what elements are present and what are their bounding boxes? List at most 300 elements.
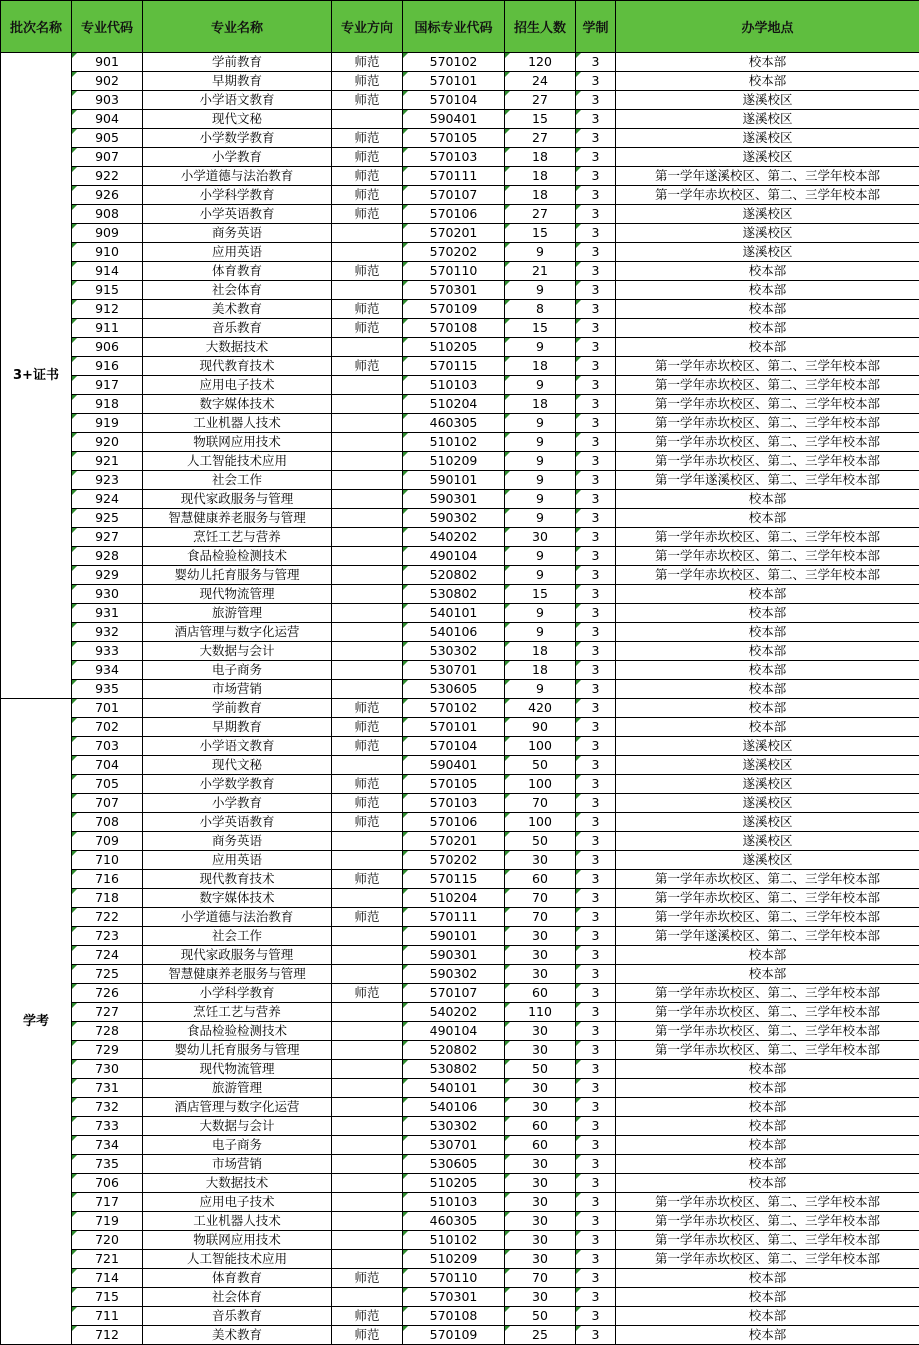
duration-cell: 3 <box>576 1098 616 1117</box>
enrollment-count-cell: 18 <box>505 661 576 680</box>
table-body <box>1 53 919 1345</box>
national-code-cell: 570202 <box>403 851 505 870</box>
enrollment-count-cell: 50 <box>505 832 576 851</box>
major-direction-cell <box>332 1155 403 1174</box>
enrollment-count-cell: 9 <box>505 338 576 357</box>
location-cell: 第一学年赤坎校区、第二、三学年校本部 <box>616 357 919 376</box>
national-code-cell: 540106 <box>403 1098 505 1117</box>
major-direction-cell <box>332 927 403 946</box>
national-code-cell: 530605 <box>403 1155 505 1174</box>
national-code-cell: 590101 <box>403 471 505 490</box>
duration-cell: 3 <box>576 680 616 699</box>
major-name-cell: 大数据与会计 <box>143 642 332 661</box>
table-row <box>1 604 919 623</box>
table-row <box>1 1326 919 1345</box>
major-direction-cell <box>332 1288 403 1307</box>
major-name-cell: 小学数学教育 <box>143 775 332 794</box>
major-direction-cell <box>332 509 403 528</box>
duration-cell: 3 <box>576 965 616 984</box>
table-row <box>1 1269 919 1288</box>
enrollment-count-cell: 50 <box>505 756 576 775</box>
enrollment-count-cell: 30 <box>505 851 576 870</box>
table-row <box>1 357 919 376</box>
major-code-cell: 712 <box>72 1326 143 1345</box>
major-code-cell: 914 <box>72 262 143 281</box>
major-direction-cell: 师范 <box>332 737 403 756</box>
major-direction-cell <box>332 376 403 395</box>
enrollment-count-cell: 30 <box>505 965 576 984</box>
duration-cell: 3 <box>576 167 616 186</box>
duration-cell: 3 <box>576 1117 616 1136</box>
duration-cell: 3 <box>576 832 616 851</box>
duration-cell: 3 <box>576 547 616 566</box>
location-cell: 第一学年赤坎校区、第二、三学年校本部 <box>616 528 919 547</box>
major-code-cell: 907 <box>72 148 143 167</box>
major-code-cell: 918 <box>72 395 143 414</box>
location-cell: 校本部 <box>616 1060 919 1079</box>
table-row <box>1 338 919 357</box>
major-direction-cell <box>332 490 403 509</box>
national-code-cell: 590301 <box>403 946 505 965</box>
major-code-cell: 921 <box>72 452 143 471</box>
header-national-code: 国标专业代码 <box>403 1 505 53</box>
national-code-cell: 540106 <box>403 623 505 642</box>
major-code-cell: 911 <box>72 319 143 338</box>
batch-name-cell: 学考 <box>1 699 72 1345</box>
location-cell: 校本部 <box>616 946 919 965</box>
table-row <box>1 1212 919 1231</box>
major-name-cell: 酒店管理与数字化运营 <box>143 1098 332 1117</box>
duration-cell: 3 <box>576 661 616 680</box>
major-code-cell: 716 <box>72 870 143 889</box>
enrollment-count-cell: 30 <box>505 1212 576 1231</box>
major-direction-cell: 师范 <box>332 319 403 338</box>
location-cell: 第一学年赤坎校区、第二、三学年校本部 <box>616 870 919 889</box>
location-cell: 校本部 <box>616 604 919 623</box>
duration-cell: 3 <box>576 604 616 623</box>
major-code-cell: 717 <box>72 1193 143 1212</box>
location-cell: 校本部 <box>616 1174 919 1193</box>
enrollment-count-cell: 18 <box>505 357 576 376</box>
enrollment-count-cell: 70 <box>505 908 576 927</box>
major-direction-cell <box>332 1041 403 1060</box>
major-code-cell: 923 <box>72 471 143 490</box>
national-code-cell: 570111 <box>403 167 505 186</box>
national-code-cell: 570101 <box>403 72 505 91</box>
major-direction-cell <box>332 585 403 604</box>
location-cell: 校本部 <box>616 338 919 357</box>
national-code-cell: 570109 <box>403 300 505 319</box>
table-row <box>1 1098 919 1117</box>
duration-cell: 3 <box>576 566 616 585</box>
duration-cell: 3 <box>576 186 616 205</box>
major-code-cell: 901 <box>72 53 143 72</box>
national-code-cell: 590401 <box>403 756 505 775</box>
major-name-cell: 商务英语 <box>143 832 332 851</box>
duration-cell: 3 <box>576 927 616 946</box>
table-row <box>1 870 919 889</box>
major-name-cell: 社会体育 <box>143 1288 332 1307</box>
duration-cell: 3 <box>576 357 616 376</box>
duration-cell: 3 <box>576 490 616 509</box>
major-name-cell: 社会工作 <box>143 471 332 490</box>
header-enrollment-count: 招生人数 <box>505 1 576 53</box>
enrollment-count-cell: 30 <box>505 946 576 965</box>
major-name-cell: 食品检验检测技术 <box>143 1022 332 1041</box>
major-name-cell: 工业机器人技术 <box>143 1212 332 1231</box>
duration-cell: 3 <box>576 1003 616 1022</box>
national-code-cell: 590302 <box>403 965 505 984</box>
enrollment-count-cell: 9 <box>505 547 576 566</box>
major-name-cell: 大数据技术 <box>143 338 332 357</box>
table-row <box>1 965 919 984</box>
location-cell: 第一学年赤坎校区、第二、三学年校本部 <box>616 452 919 471</box>
major-code-cell: 706 <box>72 1174 143 1193</box>
duration-cell: 3 <box>576 851 616 870</box>
major-name-cell: 电子商务 <box>143 1136 332 1155</box>
table-row <box>1 319 919 338</box>
header-batch-name: 批次名称 <box>1 1 72 53</box>
enrollment-count-cell: 27 <box>505 205 576 224</box>
national-code-cell: 590301 <box>403 490 505 509</box>
table-row <box>1 1155 919 1174</box>
duration-cell: 3 <box>576 110 616 129</box>
major-name-cell: 人工智能技术应用 <box>143 1250 332 1269</box>
duration-cell: 3 <box>576 946 616 965</box>
enrollment-count-cell: 50 <box>505 1060 576 1079</box>
major-code-cell: 933 <box>72 642 143 661</box>
national-code-cell: 570108 <box>403 1307 505 1326</box>
national-code-cell: 570106 <box>403 205 505 224</box>
major-name-cell: 现代文秘 <box>143 756 332 775</box>
table-row <box>1 452 919 471</box>
location-cell: 第一学年赤坎校区、第二、三学年校本部 <box>616 889 919 908</box>
national-code-cell: 570105 <box>403 129 505 148</box>
duration-cell: 3 <box>576 72 616 91</box>
location-cell: 校本部 <box>616 1307 919 1326</box>
national-code-cell: 570105 <box>403 775 505 794</box>
major-direction-cell: 师范 <box>332 205 403 224</box>
table-row <box>1 395 919 414</box>
location-cell: 校本部 <box>616 300 919 319</box>
location-cell: 校本部 <box>616 1269 919 1288</box>
table-row <box>1 300 919 319</box>
major-direction-cell: 师范 <box>332 357 403 376</box>
duration-cell: 3 <box>576 509 616 528</box>
table-row <box>1 376 919 395</box>
national-code-cell: 570102 <box>403 53 505 72</box>
location-cell: 遂溪校区 <box>616 737 919 756</box>
location-cell: 校本部 <box>616 53 919 72</box>
national-code-cell: 590302 <box>403 509 505 528</box>
national-code-cell: 570202 <box>403 243 505 262</box>
header-major-direction: 专业方向 <box>332 1 403 53</box>
major-name-cell: 美术教育 <box>143 300 332 319</box>
major-direction-cell <box>332 1060 403 1079</box>
major-code-cell: 912 <box>72 300 143 319</box>
major-code-cell: 709 <box>72 832 143 851</box>
major-direction-cell <box>332 414 403 433</box>
major-code-cell: 917 <box>72 376 143 395</box>
location-cell: 遂溪校区 <box>616 148 919 167</box>
major-name-cell: 数字媒体技术 <box>143 889 332 908</box>
table-row <box>1 1307 919 1326</box>
major-code-cell: 920 <box>72 433 143 452</box>
major-direction-cell: 师范 <box>332 167 403 186</box>
table-row <box>1 623 919 642</box>
enrollment-count-cell: 18 <box>505 395 576 414</box>
location-cell: 校本部 <box>616 490 919 509</box>
major-name-cell: 现代物流管理 <box>143 585 332 604</box>
national-code-cell: 570107 <box>403 984 505 1003</box>
major-name-cell: 酒店管理与数字化运营 <box>143 623 332 642</box>
major-name-cell: 烹饪工艺与营养 <box>143 528 332 547</box>
major-direction-cell <box>332 642 403 661</box>
major-direction-cell: 师范 <box>332 813 403 832</box>
enrollment-count-cell: 21 <box>505 262 576 281</box>
enrollment-count-cell: 9 <box>505 566 576 585</box>
table-row <box>1 832 919 851</box>
table-row <box>1 547 919 566</box>
national-code-cell: 570201 <box>403 832 505 851</box>
duration-cell: 3 <box>576 1231 616 1250</box>
enrollment-count-cell: 9 <box>505 471 576 490</box>
table-row <box>1 167 919 186</box>
major-name-cell: 小学英语教育 <box>143 205 332 224</box>
national-code-cell: 510103 <box>403 376 505 395</box>
major-name-cell: 音乐教育 <box>143 1307 332 1326</box>
enrollment-count-cell: 60 <box>505 1117 576 1136</box>
duration-cell: 3 <box>576 1269 616 1288</box>
major-direction-cell: 师范 <box>332 794 403 813</box>
enrollment-count-cell: 15 <box>505 585 576 604</box>
major-direction-cell: 师范 <box>332 1307 403 1326</box>
major-code-cell: 720 <box>72 1231 143 1250</box>
major-direction-cell <box>332 1003 403 1022</box>
location-cell: 校本部 <box>616 1098 919 1117</box>
national-code-cell: 570108 <box>403 319 505 338</box>
major-name-cell: 小学数学教育 <box>143 129 332 148</box>
enrollment-count-cell: 27 <box>505 91 576 110</box>
major-code-cell: 934 <box>72 661 143 680</box>
major-direction-cell <box>332 395 403 414</box>
major-direction-cell: 师范 <box>332 908 403 927</box>
enrollment-count-cell: 30 <box>505 927 576 946</box>
major-code-cell: 723 <box>72 927 143 946</box>
location-cell: 遂溪校区 <box>616 243 919 262</box>
enrollment-count-cell: 70 <box>505 889 576 908</box>
major-name-cell: 旅游管理 <box>143 1079 332 1098</box>
major-direction-cell: 师范 <box>332 1269 403 1288</box>
duration-cell: 3 <box>576 471 616 490</box>
duration-cell: 3 <box>576 1041 616 1060</box>
duration-cell: 3 <box>576 1307 616 1326</box>
major-direction-cell: 师范 <box>332 718 403 737</box>
location-cell: 第一学年赤坎校区、第二、三学年校本部 <box>616 1003 919 1022</box>
header-major-name: 专业名称 <box>143 1 332 53</box>
header-row <box>1 1 919 53</box>
location-cell: 校本部 <box>616 699 919 718</box>
major-code-cell: 715 <box>72 1288 143 1307</box>
national-code-cell: 530605 <box>403 680 505 699</box>
major-name-cell: 电子商务 <box>143 661 332 680</box>
duration-cell: 3 <box>576 699 616 718</box>
major-direction-cell <box>332 1022 403 1041</box>
national-code-cell: 510204 <box>403 889 505 908</box>
location-cell: 第一学年赤坎校区、第二、三学年校本部 <box>616 1041 919 1060</box>
major-code-cell: 703 <box>72 737 143 756</box>
major-name-cell: 物联网应用技术 <box>143 433 332 452</box>
major-direction-cell <box>332 680 403 699</box>
enrollment-count-cell: 9 <box>505 452 576 471</box>
major-name-cell: 小学语文教育 <box>143 91 332 110</box>
major-name-cell: 小学科学教育 <box>143 186 332 205</box>
enrollment-count-cell: 18 <box>505 167 576 186</box>
duration-cell: 3 <box>576 1250 616 1269</box>
major-code-cell: 915 <box>72 281 143 300</box>
national-code-cell: 510103 <box>403 1193 505 1212</box>
major-name-cell: 现代物流管理 <box>143 1060 332 1079</box>
major-name-cell: 工业机器人技术 <box>143 414 332 433</box>
major-direction-cell <box>332 1193 403 1212</box>
major-name-cell: 小学道德与法治教育 <box>143 908 332 927</box>
enrollment-count-cell: 100 <box>505 775 576 794</box>
enrollment-count-cell: 30 <box>505 1231 576 1250</box>
major-name-cell: 智慧健康养老服务与管理 <box>143 509 332 528</box>
location-cell: 第一学年遂溪校区、第二、三学年校本部 <box>616 167 919 186</box>
major-name-cell: 现代文秘 <box>143 110 332 129</box>
location-cell: 第一学年赤坎校区、第二、三学年校本部 <box>616 433 919 452</box>
duration-cell: 3 <box>576 281 616 300</box>
enrollment-count-cell: 18 <box>505 642 576 661</box>
location-cell: 校本部 <box>616 509 919 528</box>
major-name-cell: 小学英语教育 <box>143 813 332 832</box>
major-code-cell: 726 <box>72 984 143 1003</box>
enrollment-count-cell: 60 <box>505 870 576 889</box>
major-direction-cell <box>332 243 403 262</box>
enrollment-count-cell: 30 <box>505 1250 576 1269</box>
national-code-cell: 570103 <box>403 148 505 167</box>
duration-cell: 3 <box>576 224 616 243</box>
location-cell: 遂溪校区 <box>616 813 919 832</box>
major-direction-cell <box>332 965 403 984</box>
enrollment-count-cell: 9 <box>505 509 576 528</box>
national-code-cell: 490104 <box>403 547 505 566</box>
major-name-cell: 大数据与会计 <box>143 1117 332 1136</box>
table-row <box>1 72 919 91</box>
location-cell: 遂溪校区 <box>616 851 919 870</box>
table-row <box>1 794 919 813</box>
major-direction-cell <box>332 1136 403 1155</box>
table-row <box>1 1250 919 1269</box>
duration-cell: 3 <box>576 433 616 452</box>
major-code-cell: 922 <box>72 167 143 186</box>
national-code-cell: 490104 <box>403 1022 505 1041</box>
location-cell: 校本部 <box>616 1288 919 1307</box>
enrollment-count-cell: 9 <box>505 376 576 395</box>
national-code-cell: 570110 <box>403 1269 505 1288</box>
location-cell: 第一学年赤坎校区、第二、三学年校本部 <box>616 1212 919 1231</box>
location-cell: 校本部 <box>616 1117 919 1136</box>
location-cell: 校本部 <box>616 72 919 91</box>
major-code-cell: 909 <box>72 224 143 243</box>
duration-cell: 3 <box>576 452 616 471</box>
major-name-cell: 应用英语 <box>143 851 332 870</box>
location-cell: 遂溪校区 <box>616 775 919 794</box>
major-code-cell: 730 <box>72 1060 143 1079</box>
duration-cell: 3 <box>576 262 616 281</box>
major-code-cell: 735 <box>72 1155 143 1174</box>
duration-cell: 3 <box>576 376 616 395</box>
national-code-cell: 570301 <box>403 1288 505 1307</box>
major-name-cell: 学前教育 <box>143 699 332 718</box>
major-code-cell: 724 <box>72 946 143 965</box>
duration-cell: 3 <box>576 338 616 357</box>
major-code-cell: 729 <box>72 1041 143 1060</box>
major-name-cell: 美术教育 <box>143 1326 332 1345</box>
major-code-cell: 711 <box>72 1307 143 1326</box>
national-code-cell: 570115 <box>403 870 505 889</box>
location-cell: 校本部 <box>616 1136 919 1155</box>
location-cell: 校本部 <box>616 585 919 604</box>
national-code-cell: 570104 <box>403 91 505 110</box>
major-code-cell: 704 <box>72 756 143 775</box>
table-row <box>1 528 919 547</box>
national-code-cell: 510102 <box>403 1231 505 1250</box>
major-direction-cell <box>332 1174 403 1193</box>
national-code-cell: 510102 <box>403 433 505 452</box>
duration-cell: 3 <box>576 623 616 642</box>
duration-cell: 3 <box>576 585 616 604</box>
major-direction-cell: 师范 <box>332 1326 403 1345</box>
table-row <box>1 946 919 965</box>
major-name-cell: 小学科学教育 <box>143 984 332 1003</box>
location-cell: 第一学年赤坎校区、第二、三学年校本部 <box>616 566 919 585</box>
major-direction-cell <box>332 1250 403 1269</box>
national-code-cell: 570111 <box>403 908 505 927</box>
location-cell: 第一学年遂溪校区、第二、三学年校本部 <box>616 927 919 946</box>
major-direction-cell <box>332 1079 403 1098</box>
major-direction-cell <box>332 281 403 300</box>
table-row <box>1 1136 919 1155</box>
major-direction-cell <box>332 110 403 129</box>
major-code-cell: 926 <box>72 186 143 205</box>
national-code-cell: 570103 <box>403 794 505 813</box>
table-row <box>1 148 919 167</box>
major-code-cell: 906 <box>72 338 143 357</box>
duration-cell: 3 <box>576 91 616 110</box>
table-row <box>1 813 919 832</box>
enrollment-count-cell: 9 <box>505 433 576 452</box>
location-cell: 校本部 <box>616 281 919 300</box>
table-row <box>1 1288 919 1307</box>
national-code-cell: 570102 <box>403 699 505 718</box>
national-code-cell: 530701 <box>403 661 505 680</box>
table-row <box>1 1174 919 1193</box>
enrollment-count-cell: 30 <box>505 1079 576 1098</box>
enrollment-count-cell: 70 <box>505 1269 576 1288</box>
enrollment-count-cell: 30 <box>505 1155 576 1174</box>
major-direction-cell <box>332 566 403 585</box>
location-cell: 第一学年赤坎校区、第二、三学年校本部 <box>616 1193 919 1212</box>
major-name-cell: 现代教育技术 <box>143 870 332 889</box>
major-direction-cell: 师范 <box>332 699 403 718</box>
major-name-cell: 小学语文教育 <box>143 737 332 756</box>
national-code-cell: 570109 <box>403 1326 505 1345</box>
major-code-cell: 732 <box>72 1098 143 1117</box>
table-row <box>1 414 919 433</box>
location-cell: 遂溪校区 <box>616 794 919 813</box>
